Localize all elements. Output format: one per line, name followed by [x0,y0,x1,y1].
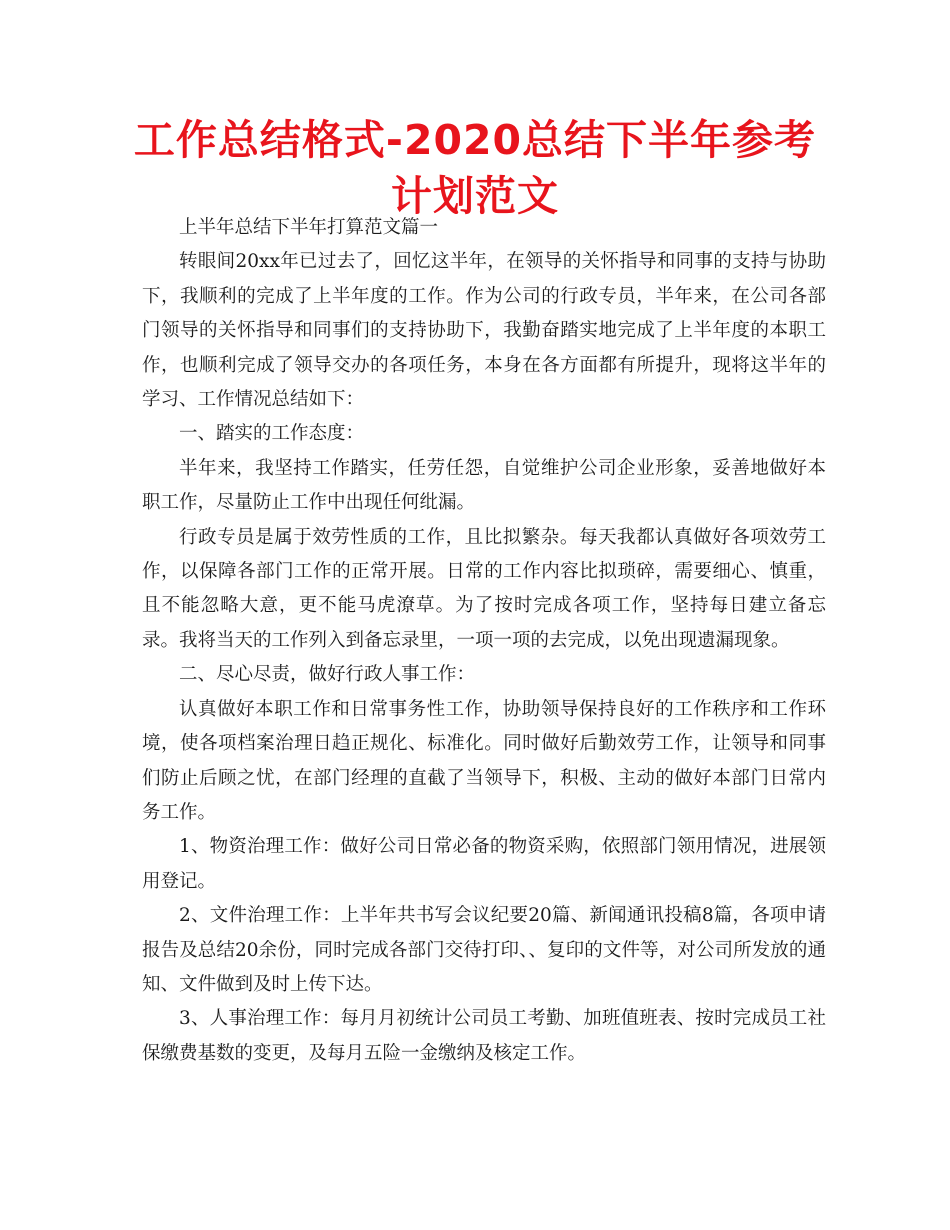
paragraph: 认真做好本职工作和日常事务性工作，协助领导保持良好的工作秩序和工作环境，使各项档案治理日趋正规化、标准化。同时做好后勤效劳工作，让领导和同事们防止后顾之忧，在部门经理的直截了当领导下，积极、主动的做好本部门日常内务工作。 [142,698,826,823]
document-title: 工作总结格式-2020总结下半年参考计划范文 [133,116,817,220]
list-item: 2、文件治理工作：上半年共书写会议纪要20篇、新闻通讯投稿8篇，各项申请报告及总结20余份，同时完成各部门交待打印、、复印的文件等，对公司所发放的通知、文件做到及时上传下达。 [142,905,826,995]
section-heading: 上半年总结下半年打算范文篇一 [179,217,439,238]
list-item: 1、物资治理工作：做好公司日常必备的物资采购，依照部门领用情况，进展领用登记。 [142,836,826,892]
paragraph: 行政专员是属于效劳性质的工作，且比拟繁杂。每天我都认真做好各项效劳工作，以保障各部门工作的正常开展。日常的工作内容比拟琐碎，需要细心、慎重，且不能忽略大意，更不能马虎潦草。为了按时完成各项工作，坚持每日建立备忘录。我将当天的工作列入到备忘录里，一项一项的去完成，以免出现遗漏现象。 [142,526,826,651]
paragraph: 半年来，我坚持工作踏实，任劳任怨，自觉维护公司企业形象，妥善地做好本职工作，尽量防止工作中出现任何纰漏。 [142,457,826,514]
paragraph: 转眼间20xx年已过去了，回忆这半年，在领导的关怀指导和同事的支持与协助下，我顺利的完成了上半年度的工作。作为公司的行政专员，半年来，在公司各部门领导的关怀指导和同事们的支持协助下，我勤奋踏实地完成了上半年度的本职工作，也顺利完成了领导交办的各项任务，本身在各方面都有所提升，现将这半年的学习、工作情况总结如下： [142,251,826,411]
document-body [142,211,826,1071]
section-heading: 二、尽心尽责，做好行政人事工作： [179,664,476,686]
list-item: 3、人事治理工作：每月月初统计公司员工考勤、加班值班表、按时完成员工社保缴费基数的变更，及每月五险一金缴纳及核定工作。 [142,1008,826,1064]
section-heading: 一、踏实的工作态度： [179,423,365,445]
